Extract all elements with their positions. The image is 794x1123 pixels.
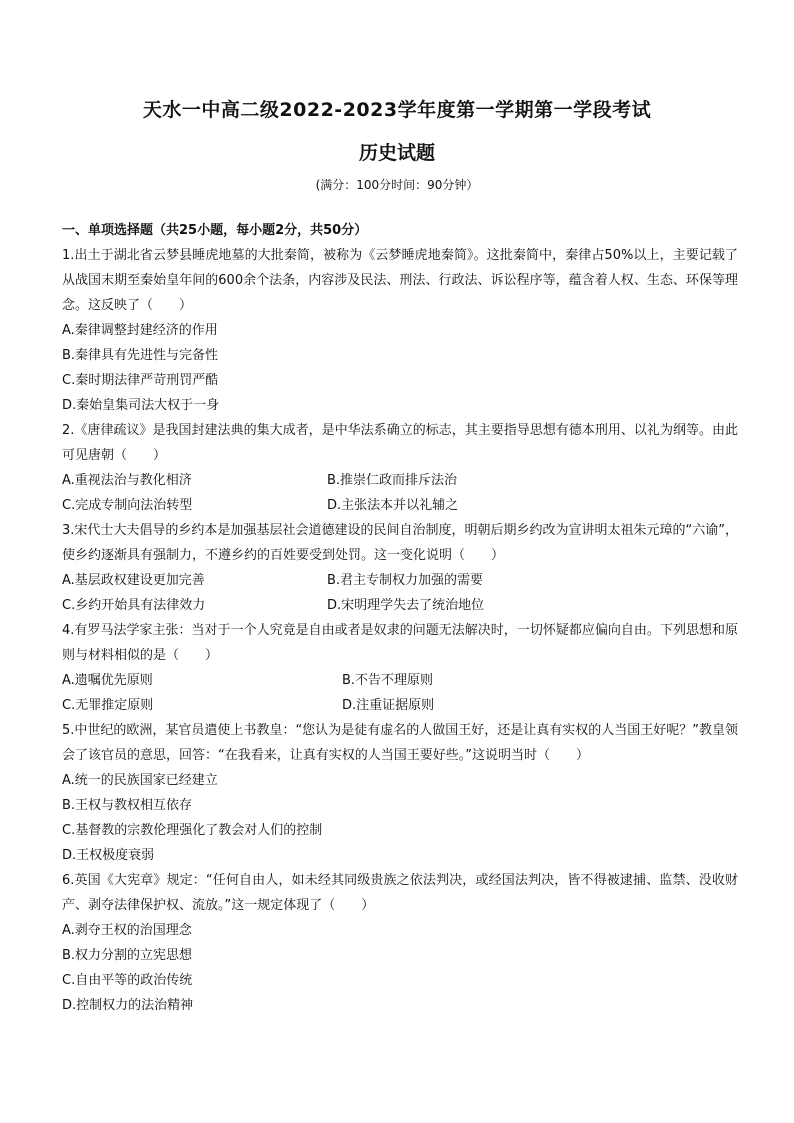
exam-content xyxy=(62,218,738,1018)
question-stem: 5.中世纪的欧洲，某官员遣使上书教皇：“您认为是徒有虚名的人做国王好，还是让真有实权的人当国王好呢？”教皇领会了该官员的意思，回答：“在我看来，让真有实权的人当国王要好些。”这说明当时（ ） xyxy=(62,723,738,763)
option-a: A.剥夺王权的治国理念 xyxy=(62,923,192,938)
question-3 xyxy=(62,518,738,618)
option-c: C.基督教的宗教伦理强化了教会对人们的控制 xyxy=(62,823,323,838)
question-5 xyxy=(62,718,738,868)
option-d: D.注重证据原则 xyxy=(342,698,435,713)
question-stem: 1.出土于湖北省云梦县睡虎地墓的大批秦简，被称为《云梦睡虎地秦简》。这批秦简中，秦律占50%以上，主要记载了从战国末期至秦始皇年间的600余个法条，内容涉及民法、刑法、行政法、诉讼程序等，蕴含着人权、生态、环保等理念。这反映了（ ） xyxy=(62,248,738,313)
subject-title: 历史试题 xyxy=(358,142,435,164)
option-row xyxy=(62,668,738,693)
option-d: D.宋明理学失去了统治地位 xyxy=(327,598,485,613)
question-stem: 3.宋代士大夫倡导的乡约本是加强基层社会道德建设的民间自治制度，明朝后期乡约改为宣讲明太祖朱元璋的“六谕”，使乡约逐渐具有强制力，不遵乡约的百姓要受到处罚。这一变化说明（ ） xyxy=(62,523,738,563)
option-row xyxy=(62,693,738,718)
option-a: A.秦律调整封建经济的作用 xyxy=(62,323,218,338)
option-c: C.无罪推定原则 xyxy=(62,698,154,713)
question-stem: 4.有罗马法学家主张：当对于一个人究竟是自由或者是奴隶的问题无法解决时，一切怀疑都应偏向自由。下列思想和原则与材料相似的是（ ） xyxy=(62,623,738,663)
option-row xyxy=(62,468,738,493)
option-row xyxy=(62,493,738,518)
option-b: B.权力分割的立宪思想 xyxy=(62,948,193,963)
option-d: D.主张法本并以礼辅之 xyxy=(327,498,459,513)
option-c: C.自由平等的政治传统 xyxy=(62,973,193,988)
exam-title: 天水一中高二级2022-2023学年度第一学期第一学段考试 xyxy=(142,99,652,121)
option-row xyxy=(62,568,738,593)
option-a: A.基层政权建设更加完善 xyxy=(62,573,205,588)
question-2 xyxy=(62,418,738,518)
option-a: A.统一的民族国家已经建立 xyxy=(62,773,218,788)
option-a: A.遗嘱优先原则 xyxy=(62,673,153,688)
option-c: C.乡约开始具有法律效力 xyxy=(62,598,206,613)
option-d: D.秦始皇集司法大权于一身 xyxy=(62,398,220,413)
section-title: 一、单项选择题（共25小题，每小题2分，共50分） xyxy=(62,223,368,238)
option-b: B.王权与教权相互依存 xyxy=(62,798,193,813)
question-6 xyxy=(62,868,738,1018)
option-d: D.王权极度衰弱 xyxy=(62,848,155,863)
option-b: B.君主专制权力加强的需要 xyxy=(327,573,484,588)
option-b: B.秦律具有先进性与完备性 xyxy=(62,348,219,363)
option-row xyxy=(62,593,738,618)
exam-info: (满分：100分时间：90分钟） xyxy=(315,178,479,192)
option-b: B.不告不理原则 xyxy=(342,673,434,688)
option-c: C.完成专制向法治转型 xyxy=(62,498,193,513)
option-d: D.控制权力的法治精神 xyxy=(62,998,194,1013)
question-stem: 2.《唐律疏议》是我国封建法典的集大成者，是中华法系确立的标志，其主要指导思想有德本刑用、以礼为纲等。由此可见唐朝（ ） xyxy=(62,423,738,463)
option-c: C.秦时期法律严苛刑罚严酷 xyxy=(62,373,219,388)
question-stem: 6.英国《大宪章》规定：“任何自由人，如未经其同级贵族之依法判决，或经国法判决，皆不得被逮捕、监禁、没收财产、剥夺法律保护权、流放。”这一规定体现了（ ） xyxy=(62,873,738,913)
option-b: B.推崇仁政而排斥法治 xyxy=(327,473,458,488)
question-4 xyxy=(62,618,738,718)
option-a: A.重视法治与教化相济 xyxy=(62,473,192,488)
question-1 xyxy=(62,243,738,418)
